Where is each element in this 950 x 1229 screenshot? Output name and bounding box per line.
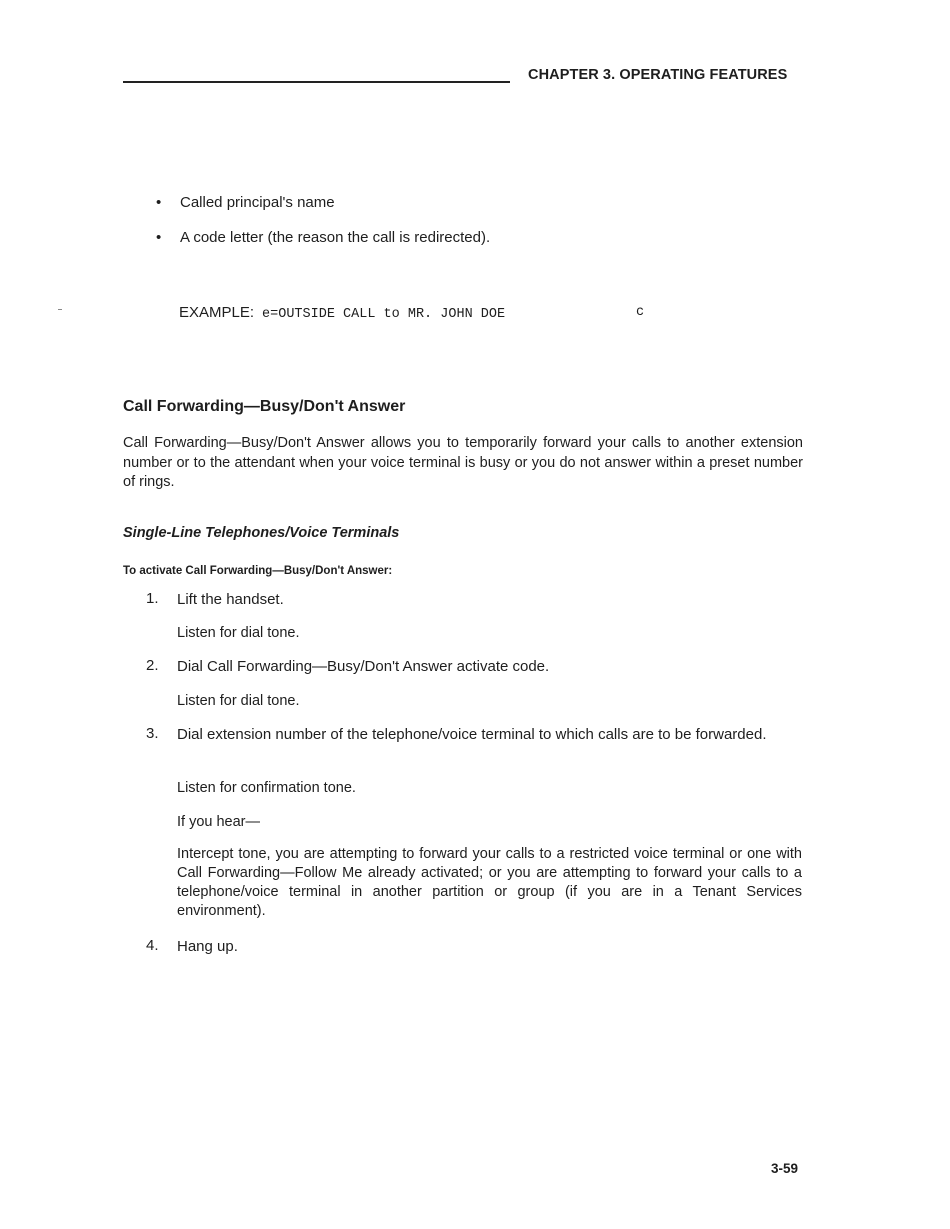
step-text: Dial Call Forwarding—Busy/Don't Answer activate code. — [177, 658, 550, 675]
example-code-letter: c — [636, 305, 645, 320]
list-item-text: Called principal's name — [180, 194, 335, 211]
bullet-icon: • — [156, 194, 162, 211]
scan-mark — [58, 309, 62, 310]
step-condition-label: If you hear— — [177, 814, 261, 830]
section-heading: Call Forwarding—Busy/Don't Answer — [123, 398, 406, 415]
page-number: 3-59 — [771, 1161, 799, 1176]
step-number: 1. — [146, 590, 159, 607]
step-number: 3. — [146, 725, 159, 742]
example-line — [179, 304, 645, 322]
example-label: EXAMPLE: — [179, 304, 255, 321]
step-note: Listen for dial tone. — [177, 625, 300, 641]
step-note: Listen for dial tone. — [177, 693, 300, 709]
subsection-heading: Single-Line Telephones/Voice Terminals — [123, 525, 400, 541]
step-text: Dial extension number of the telephone/voice terminal to which calls are to be forwarded. — [177, 726, 767, 743]
procedure-heading: To activate Call Forwarding—Busy/Don't Answer: — [123, 565, 393, 577]
step-note: Listen for confirmation tone. — [177, 780, 356, 796]
example-text: e=OUTSIDE CALL to MR. JOHN DOE — [262, 307, 506, 322]
chapter-title: CHAPTER 3. OPERATING FEATURES — [528, 67, 788, 83]
step-text: Lift the handset. — [177, 591, 284, 608]
step-number: 2. — [146, 657, 159, 674]
step-text: Hang up. — [177, 938, 238, 955]
section-paragraph: Call Forwarding—Busy/Don't Answer allows you to temporarily forward your calls to another extension number or to the attendant when your voice terminal is busy or you do not answer within a preset number of rings. — [123, 435, 803, 490]
list-item-text: A code letter (the reason the call is redirected). — [180, 229, 491, 246]
header-rule — [123, 81, 510, 83]
step-detail: Intercept tone, you are attempting to forward your calls to a restricted voice terminal or one with Call Forwarding—Follow Me already activated; or you are attempting to forward your calls to a telephone/voice terminal in another partition or group (if you are in a Tenant Services environment). — [177, 846, 802, 919]
bullet-icon: • — [156, 229, 162, 246]
step-number: 4. — [146, 937, 159, 954]
